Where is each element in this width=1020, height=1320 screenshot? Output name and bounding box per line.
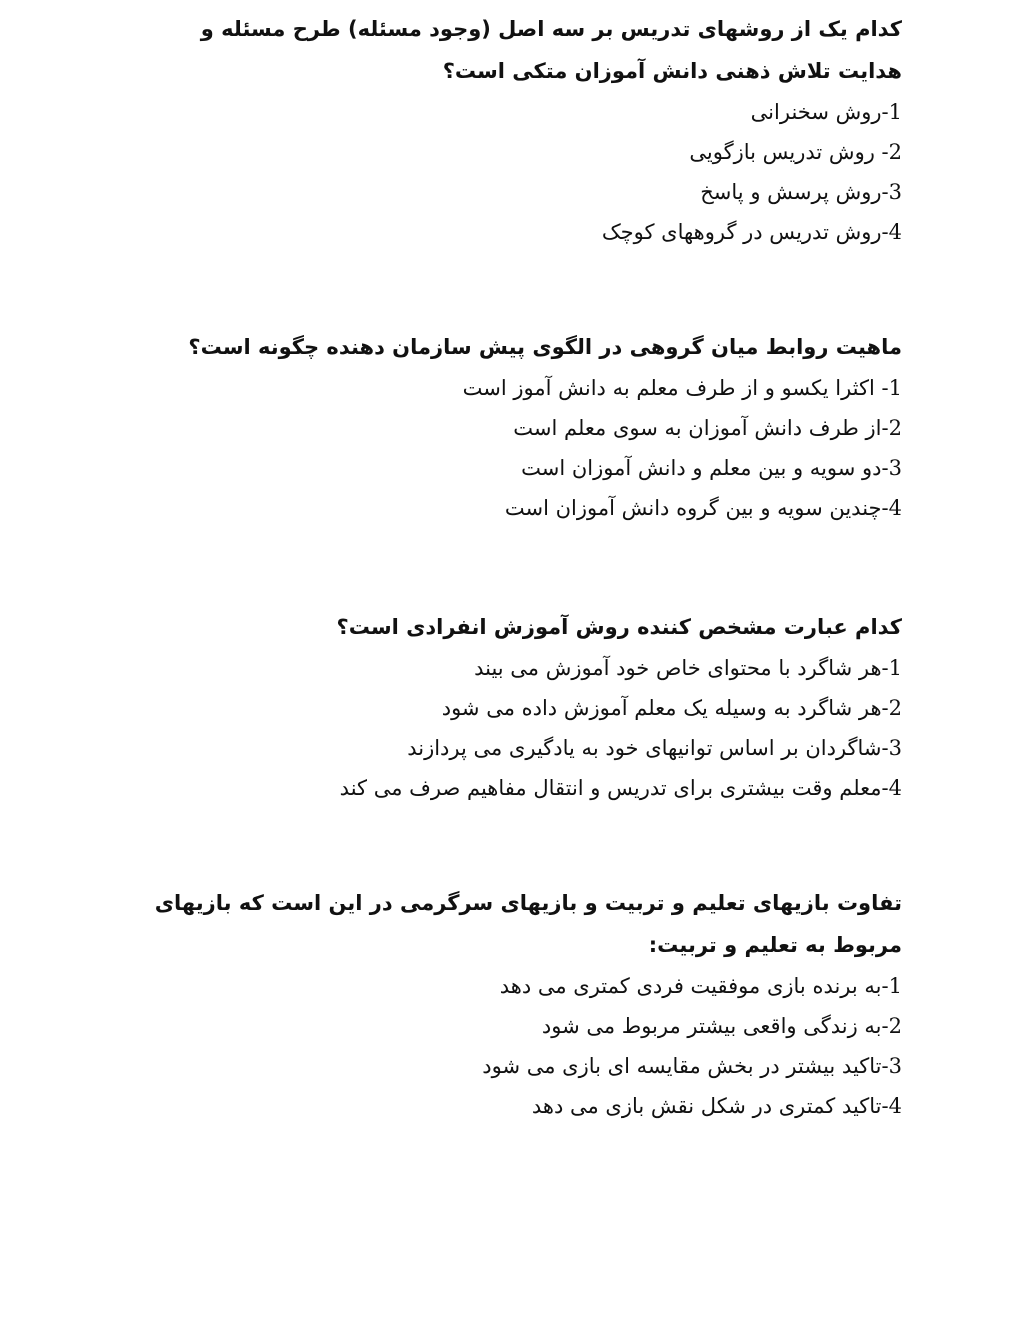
question-2 — [162, 326, 902, 528]
question-4-text: تفاوت بازیهای تعلیم و تربیت و بازیهای سرگرمی در این است که بازیهای مربوط به تعلیم و تربیت: — [154, 891, 902, 957]
question-2-option-3: 3-دو سویه و بین معلم و دانش آموزان است — [521, 456, 902, 480]
question-2-option-4: 4-چندین سویه و بین گروه دانش آموزان است — [504, 496, 902, 520]
question-4-option-2: 2-به زندگی واقعی بیشتر مربوط می شود — [541, 1014, 902, 1038]
question-2-text: ماهیت روابط میان گروهی در الگوی پیش سازمان دهنده چگونه است؟ — [188, 335, 902, 359]
question-1 — [152, 8, 902, 252]
question-3 — [162, 606, 902, 808]
question-3-option-4: 4-معلم وقت بیشتری برای تدریس و انتقال مفاهیم صرف می کند — [339, 776, 902, 800]
question-3-option-2: 2-هر شاگرد به وسیله یک معلم آموزش داده می شود — [441, 696, 902, 720]
question-3-text: کدام عبارت مشخص کننده روش آموزش انفرادی است؟ — [336, 615, 902, 639]
question-4 — [152, 882, 902, 1126]
question-2-options — [162, 368, 902, 528]
question-1-text: کدام یک از روشهای تدریس بر سه اصل (وجود مسئله) طرح مسئله و هدایت تلاش ذهنی دانش آموزان متکی است؟ — [200, 17, 902, 83]
question-2-option-2: 2-از طرف دانش آموزان به سوی معلم است — [513, 416, 902, 440]
question-1-options — [152, 92, 902, 252]
question-1-option-3: 3-روش پرسش و پاسخ — [700, 180, 902, 204]
question-4-option-4: 4-تاکید کمتری در شکل نقش بازی می دهد — [531, 1094, 902, 1118]
question-1-option-1: 1-روش سخنرانی — [750, 100, 902, 124]
question-3-options — [162, 648, 902, 808]
question-4-option-1: 1-به برنده بازی موفقیت فردی کمتری می دهد — [499, 974, 902, 998]
question-4-options — [152, 966, 902, 1126]
question-2-option-1: 1- اکثرا یکسو و از طرف معلم به دانش آموز است — [462, 376, 902, 400]
question-4-option-3: 3-تاکید بیشتر در بخش مقایسه ای بازی می شود — [482, 1054, 902, 1078]
question-3-option-3: 3-شاگردان بر اساس توانیهای خود به یادگیری می پردازند — [407, 736, 902, 760]
question-3-option-1: 1-هر شاگرد با محتوای خاص خود آموزش می بیند — [474, 656, 902, 680]
question-1-option-4: 4-روش تدریس در گروههای کوچک — [601, 220, 902, 244]
question-1-option-2: 2- روش تدریس بازگویی — [689, 140, 902, 164]
